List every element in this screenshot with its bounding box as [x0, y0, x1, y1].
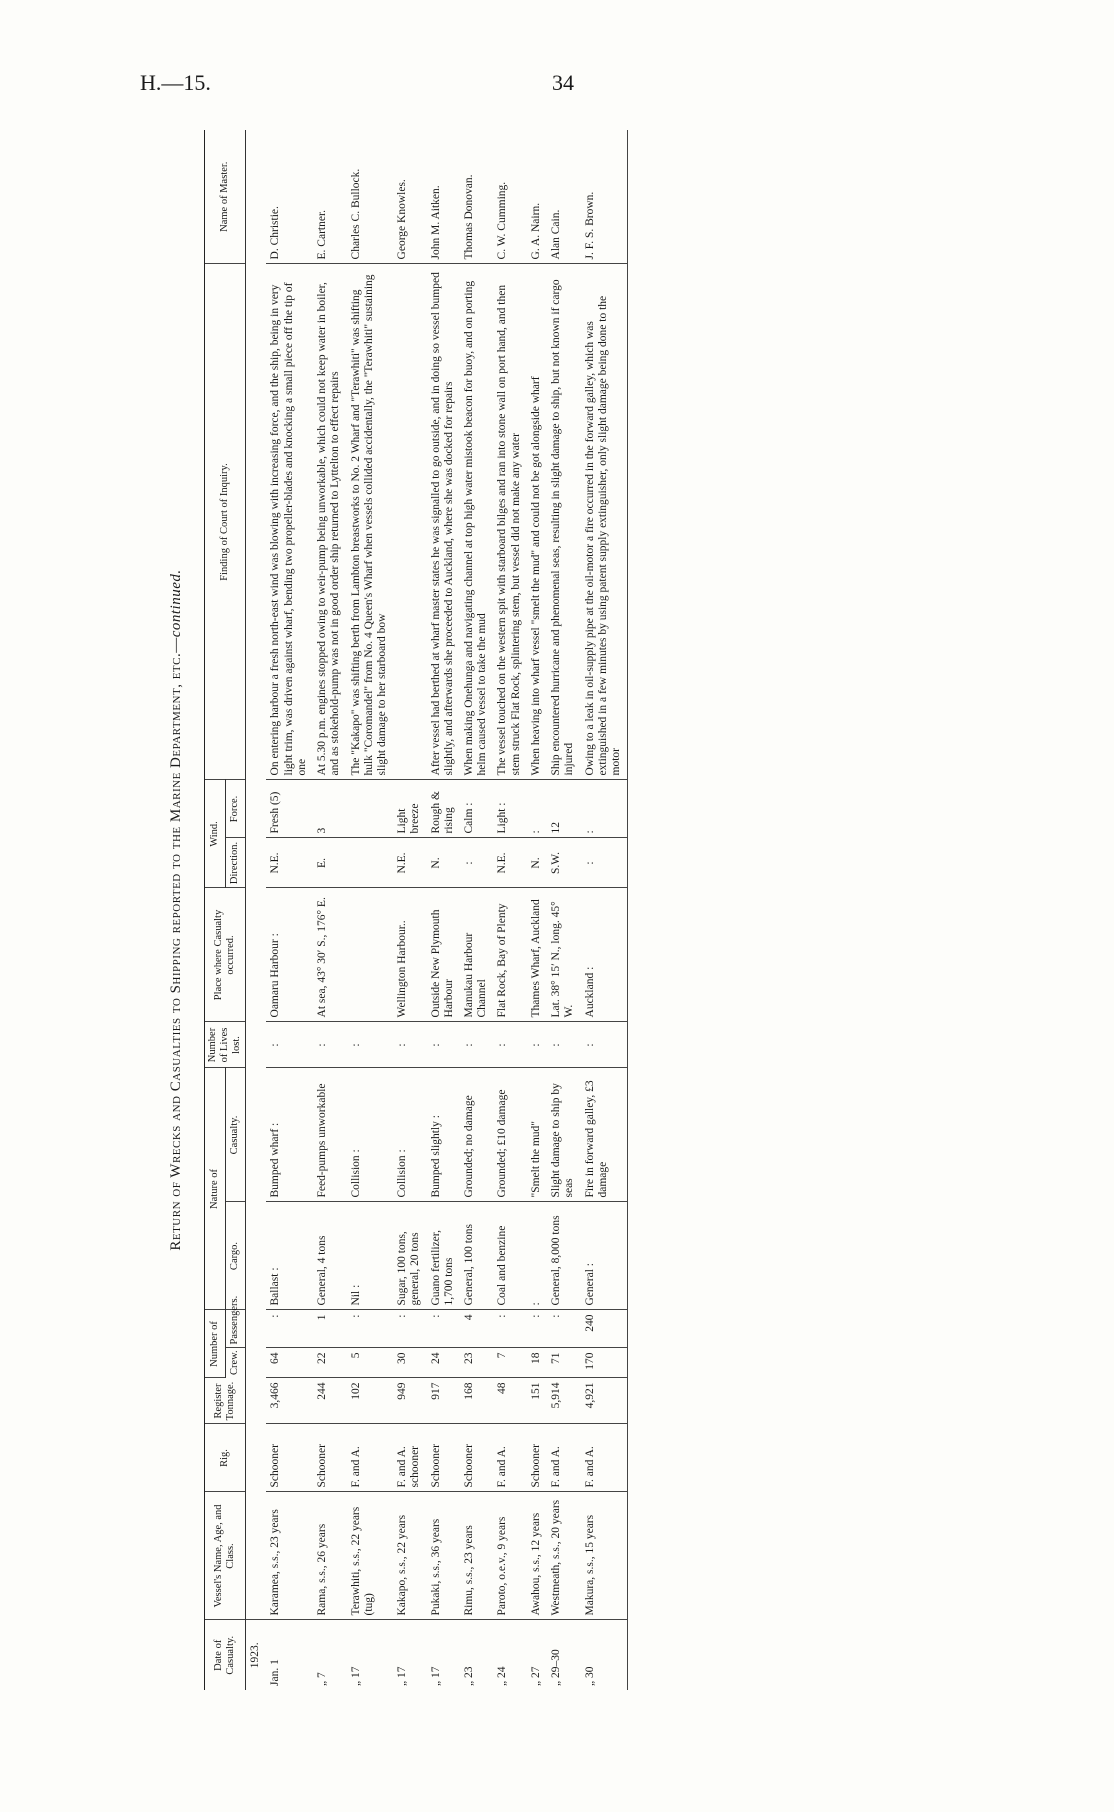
cell-master: George Knowles. — [393, 130, 426, 264]
cell-tonnage: 151 — [527, 1378, 547, 1424]
cell-master: G. A. Nairn. — [527, 130, 547, 264]
table-row — [427, 130, 460, 1690]
cell-crew: 24 — [427, 1348, 460, 1378]
cell-crew: 71 — [547, 1348, 580, 1378]
cell-casualty: "Smelt the mud" — [527, 1068, 547, 1202]
cell-crew: 170 — [581, 1348, 628, 1378]
col-number-of: Number of — [205, 1310, 226, 1378]
cell-tonnage: 3,466 — [266, 1378, 313, 1424]
table-row — [313, 130, 346, 1690]
col-date: Date of Casualty. — [205, 1620, 246, 1690]
cell-casualty: Collision : — [347, 1068, 394, 1202]
cell-passengers: : — [493, 1310, 526, 1348]
cell-crew: 30 — [393, 1348, 426, 1378]
cell-rig: F. and A. — [347, 1424, 394, 1492]
cell-place: Lat. 38° 15′ N., long. 45° W. — [547, 888, 580, 1022]
col-nature-of: Nature of — [205, 1068, 226, 1310]
cell-finding: Ship encountered hurricane and phenomenal seas, resulting in slight damage to ship, but not known if cargo injured — [547, 264, 580, 780]
cell-cargo: General : — [581, 1202, 628, 1310]
cell-finding: When making Onehunga and navigating channel at top high water mistook beacon for buoy, and on porting helm caused vessel to take the mud — [460, 264, 493, 780]
cell-lives-lost: : — [266, 1022, 313, 1068]
cell-lives-lost: : — [313, 1022, 346, 1068]
cell-cargo: Guano fertilizer, 1,700 tons — [427, 1202, 460, 1310]
cell-master: E. Cartner. — [313, 130, 346, 264]
cell-vessel: Rimu, s.s., 23 years — [460, 1492, 493, 1620]
cell-place: Oamaru Harbour : — [266, 888, 313, 1022]
cell-lives-lost: : — [493, 1022, 526, 1068]
col-master: Name of Master. — [205, 130, 246, 264]
title-continued: continued. — [168, 569, 184, 638]
col-casualty: Casualty. — [225, 1068, 246, 1202]
cell-direction: N. — [427, 838, 460, 888]
cell-casualty: Grounded; no damage — [460, 1068, 493, 1202]
cell-cargo: General, 8,000 tons — [547, 1202, 580, 1310]
cell-finding: After vessel had berthed at wharf master states he was signalled to go outside, and in doing so vessel bumped slightly, and afterwards she proceeded to Auckland, where she was docked for repairs — [427, 264, 460, 780]
cell-force — [347, 780, 394, 838]
cell-rig: Schooner — [266, 1424, 313, 1492]
cell-finding: The vessel touched on the western spit with starboard bilges and ran into stone wall on port hand, and then stem struck Flat Rock, splintering stem, but vessel did not make any water — [493, 264, 526, 780]
cell-passengers: : — [427, 1310, 460, 1348]
cell-casualty: Fire in forward galley, £3 damage — [581, 1068, 628, 1202]
cell-place: Auckland : — [581, 888, 628, 1022]
cell-rig: F. and A. — [581, 1424, 628, 1492]
cell-lives-lost: : — [427, 1022, 460, 1068]
cell-tonnage: 949 — [393, 1378, 426, 1424]
cell-finding: The "Kakapo" was shifting berth from Lambton breastworks to No. 2 Wharf and "Terawhiti" was shifting hulk "Coromandel" from No. 4 Queen's Wharf when vessels collided accidentally, the "Terawhiti" sustaining slight damage to her starboard bow — [347, 264, 394, 780]
cell-date: „ 7 — [316, 1672, 329, 1686]
col-direction: Direction. — [225, 838, 246, 888]
cell-vessel: Kakapo, s.s., 22 years — [393, 1492, 426, 1620]
cell-lives-lost: : — [347, 1022, 394, 1068]
table-row — [460, 130, 493, 1690]
cell-crew: 7 — [493, 1348, 526, 1378]
cell-casualty: Slight damage to ship by seas — [547, 1068, 580, 1202]
cell-vessel: Terawhiti, s.s., 22 years (tug) — [347, 1492, 394, 1620]
cell-cargo: Ballast : — [266, 1202, 313, 1310]
cell-master: D. Christie. — [266, 130, 313, 264]
cell-lives-lost: : — [393, 1022, 426, 1068]
col-passengers: Passengers. — [225, 1310, 246, 1348]
cell-cargo: Sugar, 100 tons, general, 20 tons — [393, 1202, 426, 1310]
cell-date: „ 24 — [496, 1666, 509, 1686]
cell-direction: E. — [313, 838, 346, 888]
cell-force: : — [581, 780, 628, 838]
table-row — [266, 130, 313, 1690]
cell-date: „ 30 — [581, 1620, 628, 1690]
table-row — [393, 130, 426, 1690]
cell-vessel: Makura, s.s., 15 years — [581, 1492, 628, 1620]
cell-tonnage: 102 — [347, 1378, 394, 1424]
cell-casualty: Collision : — [393, 1068, 426, 1202]
cell-passengers: : — [347, 1310, 394, 1348]
cell-rig: F. and A. — [493, 1424, 526, 1492]
cell-finding: On entering harbour a fresh north-east wind was blowing with increasing force, and the ship, being in very light trim, was driven against wharf, bending two propeller-blades and knocking a small piece off the tip of one — [266, 264, 313, 780]
cell-direction: N. — [527, 838, 547, 888]
cell-force: 3 — [313, 780, 346, 838]
cell-passengers: 240 — [581, 1310, 628, 1348]
cell-passengers: 4 — [460, 1310, 493, 1348]
col-wind: Wind. — [205, 780, 226, 888]
cell-crew: 64 — [266, 1348, 313, 1378]
cell-finding: When heaving into wharf vessel "smelt the mud" and could not be got alongside wharf — [527, 264, 547, 780]
cell-cargo: : — [527, 1202, 547, 1310]
cell-force: Fresh (5) — [266, 780, 313, 838]
cell-vessel: Karamea, s.s., 23 years — [266, 1492, 313, 1620]
cell-direction — [347, 838, 394, 888]
cell-direction: N.E. — [266, 838, 313, 888]
cell-tonnage: 917 — [427, 1378, 460, 1424]
cell-cargo: General, 4 tons — [313, 1202, 346, 1310]
col-lives-lost: Number of Lives lost. — [205, 1022, 246, 1068]
cell-date: „ 27 — [529, 1666, 542, 1686]
cell-direction: S.W. — [547, 838, 580, 888]
cell-rig: F. and A. — [547, 1424, 580, 1492]
cell-rig: Schooner — [427, 1424, 460, 1492]
cell-vessel: Westmeath, s.s., 20 years — [547, 1492, 580, 1620]
cell-finding: At 5.30 p.m. engines stopped owing to weir-pump being unworkable, which could not keep water in boiler, and as stokehold-pump was not in good order ship returned to Lyttelton to effect repairs — [313, 264, 346, 780]
cell-cargo: Coal and benzine — [493, 1202, 526, 1310]
cell-passengers: : — [393, 1310, 426, 1348]
cell-casualty: Bumped slightly : — [427, 1068, 460, 1202]
cell-date: „ 17 — [396, 1666, 409, 1686]
table-row — [581, 130, 628, 1690]
cell-date: „ 29–30 — [550, 1649, 563, 1686]
cell-lives-lost: : — [527, 1022, 547, 1068]
cell-lives-lost: : — [460, 1022, 493, 1068]
col-crew: Crew. — [225, 1348, 246, 1378]
col-rig: Rig. — [205, 1424, 246, 1492]
cell-place: Manukau Harbour Channel — [460, 888, 493, 1022]
cell-crew: 5 — [347, 1348, 394, 1378]
table-row — [347, 130, 394, 1690]
cell-direction: : — [581, 838, 628, 888]
cell-casualty: Grounded; £10 damage — [493, 1068, 526, 1202]
cell-finding: Owing to a leak in oil-supply pipe at the oil-motor a fire occurred in the forward galley, which was extinguished in a few minutes by using patent supply extinguisher, only slight damage being done to the motor — [581, 264, 628, 780]
cell-date: „ 17 — [429, 1666, 442, 1686]
cell-crew: 22 — [313, 1348, 346, 1378]
cell-force: Light breeze — [393, 780, 426, 838]
cell-lives-lost: : — [547, 1022, 580, 1068]
table-row — [527, 130, 547, 1690]
col-tonnage: Register Tonnage. — [205, 1378, 246, 1424]
cell-master: Thomas Donovan. — [460, 130, 493, 264]
col-force: Force. — [225, 780, 246, 838]
cell-cargo: Nil : — [347, 1202, 394, 1310]
cell-casualty: Bumped wharf : — [266, 1068, 313, 1202]
cell-master: J. F. S. Brown. — [581, 130, 628, 264]
cell-date: Jan. 1 — [269, 1659, 282, 1686]
cell-crew: 23 — [460, 1348, 493, 1378]
cell-master: Charles C. Bullock. — [347, 130, 394, 264]
cell-rig: F. and A. schooner — [393, 1424, 426, 1492]
cell-force: Calm : — [460, 780, 493, 838]
col-cargo: Cargo. — [225, 1202, 246, 1310]
year-label: 1923. — [249, 1642, 262, 1669]
cell-place: Outside New Plymouth Harbour — [427, 888, 460, 1022]
cell-rig: Schooner — [460, 1424, 493, 1492]
cell-vessel: Pukaki, s.s., 36 years — [427, 1492, 460, 1620]
cell-tonnage: 48 — [493, 1378, 526, 1424]
table-row — [547, 130, 580, 1690]
cell-date: „ 23 — [463, 1666, 476, 1686]
cell-place — [347, 888, 394, 1022]
cell-direction: : — [460, 838, 493, 888]
cell-casualty: Feed-pumps unworkable — [313, 1068, 346, 1202]
cell-master: Alan Cain. — [547, 130, 580, 264]
cell-vessel: Paroto, o.e.v., 9 years — [493, 1492, 526, 1620]
cell-direction: N.E. — [393, 838, 426, 888]
cell-place: Thames Wharf, Auckland — [527, 888, 547, 1022]
table-row — [493, 130, 526, 1690]
cell-vessel: Awahou, s.s., 12 years — [527, 1492, 547, 1620]
cell-master: John M. Aitken. — [427, 130, 460, 264]
cell-lives-lost: : — [581, 1022, 628, 1068]
cell-master: C. W. Cumming. — [493, 130, 526, 264]
cell-tonnage: 168 — [460, 1378, 493, 1424]
col-place: Place where Casualty occurred. — [205, 888, 246, 1022]
cell-rig: Schooner — [313, 1424, 346, 1492]
cell-place: Flat Rock, Bay of Plenty — [493, 888, 526, 1022]
cell-force: : — [527, 780, 547, 838]
col-vessel: Vessel's Name, Age, and Class. — [205, 1492, 246, 1620]
table-title: Return of Wrecks and Casualties to Shipping reported to the Marine Department, etc.—continued. — [168, 569, 184, 1251]
cell-place: At sea, 43° 30′ S., 176° E. — [313, 888, 346, 1022]
cell-crew: 18 — [527, 1348, 547, 1378]
page-number: 34 — [552, 70, 574, 95]
rotated-table-page — [168, 130, 948, 1690]
cell-tonnage: 4,921 — [581, 1378, 628, 1424]
cell-rig: Schooner — [527, 1424, 547, 1492]
cell-cargo: General, 100 tons — [460, 1202, 493, 1310]
cell-force: Light : — [493, 780, 526, 838]
cell-tonnage: 244 — [313, 1378, 346, 1424]
cell-passengers: 1 — [313, 1310, 346, 1348]
cell-date: „ 17 — [349, 1666, 362, 1686]
cell-force: 12 — [547, 780, 580, 838]
cell-direction: N.E. — [493, 838, 526, 888]
cell-force: Rough & rising — [427, 780, 460, 838]
col-finding: Finding of Court of Inquiry. — [205, 264, 246, 780]
cell-passengers: : — [527, 1310, 547, 1348]
cell-passengers: : — [547, 1310, 580, 1348]
cell-passengers: : — [266, 1310, 313, 1348]
page-header-reference: H.—15. — [140, 70, 211, 95]
cell-finding — [393, 264, 426, 780]
cell-place: Wellington Harbour.. — [393, 888, 426, 1022]
cell-tonnage: 5,914 — [547, 1378, 580, 1424]
casualty-table — [204, 130, 628, 1690]
cell-vessel: Rama, s.s., 26 years — [313, 1492, 346, 1620]
